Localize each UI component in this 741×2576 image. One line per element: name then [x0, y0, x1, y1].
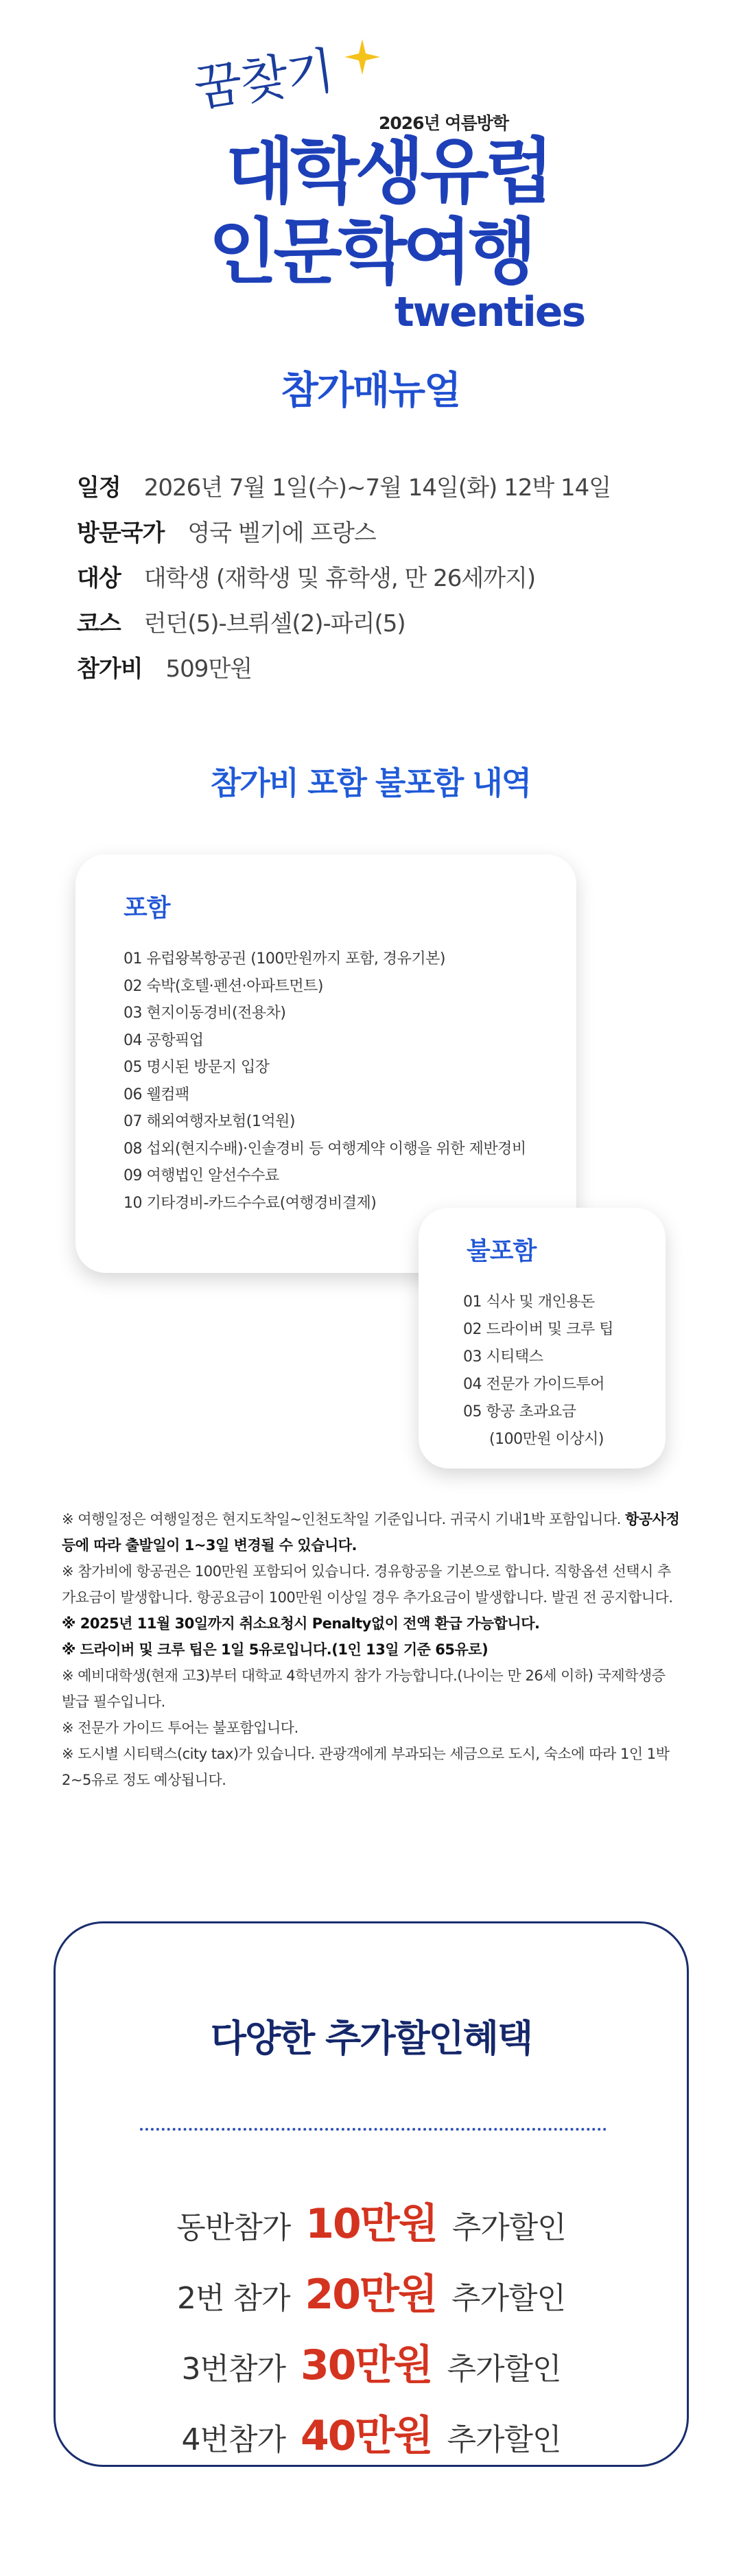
included-list [124, 947, 526, 1218]
info-value: 런던(5)-브뤼셀(2)-파리(5) [143, 609, 405, 637]
note-emphasis: ※ 2025년 11월 30일까지 취소요청시 Penalty없이 전액 환급 가능합니다. [62, 1615, 540, 1632]
note-schedule [62, 1506, 683, 1558]
info-row-schedule [77, 468, 611, 502]
discount-suffix: 추가할인 [447, 2352, 561, 2387]
info-value: 509만원 [165, 655, 252, 683]
list-item: 07 해외여행자보험(1억원) [124, 1113, 295, 1130]
list-item-note: (100만원 이상시) [489, 1431, 604, 1448]
hero-subtitle: twenties [395, 288, 585, 336]
note-refund [62, 1611, 683, 1637]
list-item: 02 드라이버 및 크루 팁 [463, 1321, 613, 1338]
discount-row [56, 2191, 687, 2246]
discount-row [56, 2262, 687, 2317]
list-item: 06 웰컴팩 [124, 1086, 189, 1103]
discount-label: 동반참가 [176, 2210, 291, 2245]
manual-title: 참가매뉴얼 [281, 368, 460, 413]
discount-box [54, 1921, 689, 2467]
info-value: 대학생 (재학생 및 휴학생, 만 26세까지) [143, 564, 536, 592]
list-item: 02 숙박(호텔·펜션·아파트먼트) [124, 977, 323, 995]
note-emphasis: ※ 드라이버 및 크루 팁은 1일 5유로입니다.(1인 13일 기준 65유로) [62, 1641, 489, 1658]
list-item: 10 기타경비-카드수수료(여행경비결제) [124, 1194, 377, 1212]
list-item: 04 공항픽업 [124, 1031, 204, 1049]
info-label: 코스 [77, 609, 121, 637]
discount-amount: 10만원 [305, 2200, 437, 2248]
info-value: 2026년 7월 1일(수)~7월 14일(화) 12박 14일 [143, 473, 611, 502]
discount-title: 다양한 추가할인혜택 [210, 2017, 532, 2060]
section-title: 참가비 포함 불포함 내역 [210, 764, 531, 801]
included-heading: 포함 [124, 894, 170, 922]
list-item: 03 현지이동경비(전용차) [124, 1005, 286, 1022]
brand-logo-text: 꿈찾기 [190, 41, 337, 118]
info-row-target [77, 559, 535, 593]
excluded-list [463, 1290, 613, 1455]
info-label: 참가비 [77, 655, 143, 683]
info-row-fee [77, 649, 252, 683]
info-label: 방문국가 [77, 519, 165, 547]
star-icon [343, 38, 381, 76]
discount-label: 3번참가 [181, 2352, 286, 2387]
discount-suffix: 추가할인 [451, 2210, 566, 2245]
discount-amount: 40만원 [301, 2412, 432, 2460]
notes-block [62, 1506, 683, 1793]
note-guide: ※ 전문가 가이드 투어는 불포함입니다. [62, 1720, 298, 1736]
discount-suffix: 추가할인 [447, 2422, 561, 2457]
list-item: 05 명시된 방문지 입장 [124, 1059, 270, 1076]
dotted-divider [140, 2128, 607, 2131]
note-text: ※ 여행일정은 여행일정은 현지도착일~인천도착일 기준입니다. 귀국시 기내1박 포함입니다. [62, 1511, 626, 1527]
note-airfare: ※ 참가비에 항공권은 100만원 포함되어 있습니다. 경유항공을 기본으로 합니다. 직항옵션 선택시 추가요금이 발생합니다. 항공요금이 100만원 이상일 경우 추가요금이 발생합니다. 발권 전 공지합니다. [62, 1563, 673, 1606]
list-item: 08 섭외(현지수배)·인솔경비 등 여행계약 이행을 위한 제반경비 [124, 1140, 526, 1158]
info-row-course [77, 604, 405, 638]
excluded-heading: 불포함 [467, 1237, 537, 1265]
info-value: 영국 벨기에 프랑스 [187, 519, 376, 547]
list-item: 09 여행법인 알선수수료 [124, 1167, 279, 1184]
hero-year: 2026년 여름방학 [379, 113, 509, 133]
note-emphasis: 항공사정 등에 따라 출발일이 1~3일 변경될 수 있습니다. [62, 1511, 680, 1554]
list-item: 01 유럽왕복항공권 (100만원까지 포함, 경유기본) [124, 950, 445, 968]
hero-title-line1: 대학생유럽 [225, 130, 550, 213]
discount-label: 2번 참가 [177, 2281, 290, 2316]
discount-row [56, 2403, 687, 2458]
list-item: 05 항공 초과요금 [463, 1403, 576, 1420]
discount-label: 4번참가 [181, 2422, 286, 2457]
discount-amount: 20만원 [305, 2271, 436, 2319]
note-eligibility: ※ 예비대학생(현재 고3)부터 대학교 4학년까지 참가 가능합니다.(나이는 만 26세 이하) 국제학생증 발급 필수입니다. [62, 1667, 666, 1710]
discount-row [56, 2332, 687, 2387]
info-label: 일정 [77, 473, 121, 502]
discount-suffix: 추가할인 [451, 2281, 565, 2316]
list-item: 01 식사 및 개인용돈 [463, 1293, 595, 1311]
info-row-countries [77, 513, 376, 548]
excluded-card [419, 1208, 666, 1468]
list-item: 03 시티택스 [463, 1348, 543, 1366]
info-label: 대상 [77, 564, 121, 592]
discount-amount: 30만원 [301, 2341, 432, 2389]
list-item: 04 전문가 가이드투어 [463, 1376, 604, 1393]
hero-title-line2: 인문학여행 [208, 210, 533, 294]
note-tips [62, 1637, 683, 1663]
note-city-tax: ※ 도시별 시티택스(city tax)가 있습니다. 관광객에게 부과되는 세금으로 도시, 숙소에 따라 1인 1박 2~5유로 정도 예상됩니다. [62, 1746, 670, 1788]
